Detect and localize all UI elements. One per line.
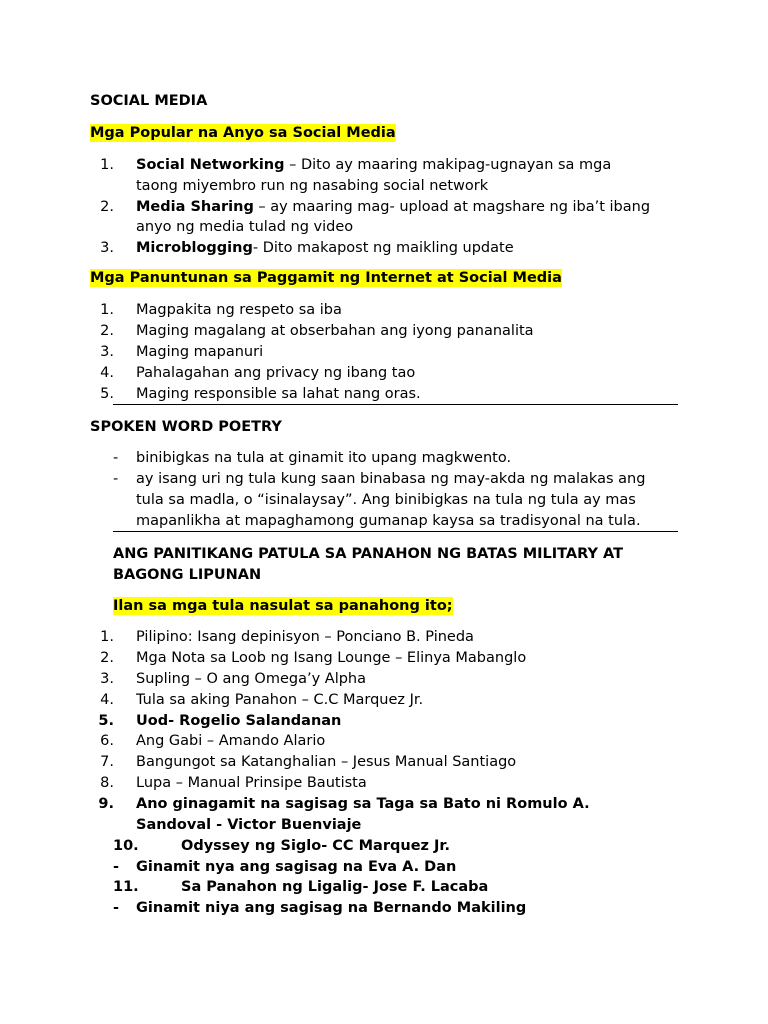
list-item xyxy=(90,363,690,383)
list-number: 11. xyxy=(113,879,139,895)
list-text: Pahalagahan ang privacy ng ibang tao xyxy=(136,365,416,381)
highlighted-heading: Mga Panuntunan sa Paggamit ng Internet at Social Media xyxy=(90,270,562,286)
list-number: 4. xyxy=(100,692,114,708)
bullet-text: mapanlikha at mapaghamong gumanap kaysa sa tradisyonal na tula. xyxy=(136,513,641,529)
list-text: Lupa – Manual Prinsipe Bautista xyxy=(136,775,367,791)
section-title-social-media: SOCIAL MEDIA xyxy=(90,93,208,109)
list-item-continuation: taong miyembro run ng nasabing social network xyxy=(136,178,489,194)
list-number: 5. xyxy=(98,713,114,729)
list-item-continuation: Sandoval - Victor Buenviaje xyxy=(136,817,362,833)
bullet-marker: - xyxy=(113,471,119,487)
section-title-panitikan: ANG PANITIKANG PATULA SA PANAHON NG BATAS MILITARY AT xyxy=(113,546,624,562)
list-text: Uod- Rogelio Salandanan xyxy=(136,713,342,729)
list-text: Mga Nota sa Loob ng Isang Lounge – Elinya Mabanglo xyxy=(136,650,527,666)
list-item xyxy=(90,731,690,751)
list-number: 9. xyxy=(98,796,114,812)
list-item xyxy=(90,197,690,217)
list-item xyxy=(90,300,690,320)
list-number: 3. xyxy=(100,240,114,256)
list-number: 2. xyxy=(100,650,114,666)
list-text: Sa Panahon ng Ligalig- Jose F. Lacaba xyxy=(181,879,489,895)
list-item xyxy=(90,690,690,710)
list-text: Magpakita ng respeto sa iba xyxy=(136,302,342,318)
list-item-continuation: anyo ng media tulad ng video xyxy=(136,219,354,235)
list-item xyxy=(90,648,690,668)
list-text: Ang Gabi – Amando Alario xyxy=(136,733,326,749)
list-item xyxy=(90,627,690,647)
list-number: 5. xyxy=(100,386,114,402)
list-number: 3. xyxy=(100,344,114,360)
list-item xyxy=(90,384,690,404)
heading-internet-rules xyxy=(90,268,562,288)
bullet-text: tula sa madla, o “isinalaysay”. Ang binibigkas na tula ng tula ay mas xyxy=(136,492,636,508)
list-number: 6. xyxy=(100,733,114,749)
list-text: Maging magalang at obserbahan ang iyong pananalita xyxy=(136,323,534,339)
list-number: 8. xyxy=(100,775,114,791)
section-title-spoken-word: SPOKEN WORD POETRY xyxy=(90,419,282,435)
list-item xyxy=(90,238,690,258)
definition: – ay maaring mag- upload at magshare ng iba’t ibang xyxy=(253,199,651,215)
term: Social Networking xyxy=(136,157,285,173)
list-text: Ano ginagamit na sagisag sa Taga sa Bato ni Romulo A. xyxy=(136,796,590,812)
heading-popular-forms xyxy=(90,123,396,143)
bullet-text: ay isang uri ng tula kung saan binabasa ng may-akda ng malakas ang xyxy=(136,471,646,487)
list-text: Ginamit niya ang sagisag na Bernando Makiling xyxy=(136,900,527,916)
divider xyxy=(113,531,678,532)
term: Microblogging xyxy=(136,240,253,256)
term: Media Sharing xyxy=(136,199,254,215)
list-item xyxy=(90,794,690,814)
list-item xyxy=(90,669,690,689)
list-text: Tula sa aking Panahon – C.C Marquez Jr. xyxy=(136,692,424,708)
list-number: 2. xyxy=(100,199,114,215)
list-number: 1. xyxy=(100,157,114,173)
highlighted-heading: Mga Popular na Anyo sa Social Media xyxy=(90,125,396,141)
list-item xyxy=(90,773,690,793)
list-item xyxy=(90,752,690,772)
bullet-marker: - xyxy=(113,859,120,875)
list-text: Odyssey ng Siglo- CC Marquez Jr. xyxy=(181,838,451,854)
list-number: 10. xyxy=(113,838,139,854)
section-title-panitikan-cont: BAGONG LIPUNAN xyxy=(113,567,262,583)
list-text: Maging mapanuri xyxy=(136,344,264,360)
list-item xyxy=(90,711,690,731)
bullet-marker: - xyxy=(113,450,119,466)
definition: – Dito ay maaring makipag-ugnayan sa mga xyxy=(284,157,612,173)
bullet-text: binibigkas na tula at ginamit ito upang magkwento. xyxy=(136,450,512,466)
bullet-marker: - xyxy=(113,900,120,916)
list-text: Supling – O ang Omega’y Alpha xyxy=(136,671,367,687)
list-item xyxy=(90,321,690,341)
list-number: 7. xyxy=(100,754,114,770)
list-item xyxy=(90,155,690,175)
list-number: 2. xyxy=(100,323,114,339)
list-number: 1. xyxy=(100,302,114,318)
divider xyxy=(113,404,678,405)
list-item xyxy=(90,342,690,362)
list-number: 4. xyxy=(100,365,114,381)
highlighted-heading: Ilan sa mga tula nasulat sa panahong ito; xyxy=(113,598,453,614)
list-number: 1. xyxy=(100,629,114,645)
list-text: Pilipino: Isang depinisyon – Ponciano B. Pineda xyxy=(136,629,474,645)
list-text: Ginamit nya ang sagisag na Eva A. Dan xyxy=(136,859,457,875)
definition: - Dito makapost ng maikling update xyxy=(252,240,514,256)
list-number: 3. xyxy=(100,671,114,687)
heading-poems xyxy=(113,596,453,616)
list-text: Bangungot sa Katanghalian – Jesus Manual Santiago xyxy=(136,754,517,770)
list-text: Maging responsible sa lahat nang oras. xyxy=(136,386,421,402)
